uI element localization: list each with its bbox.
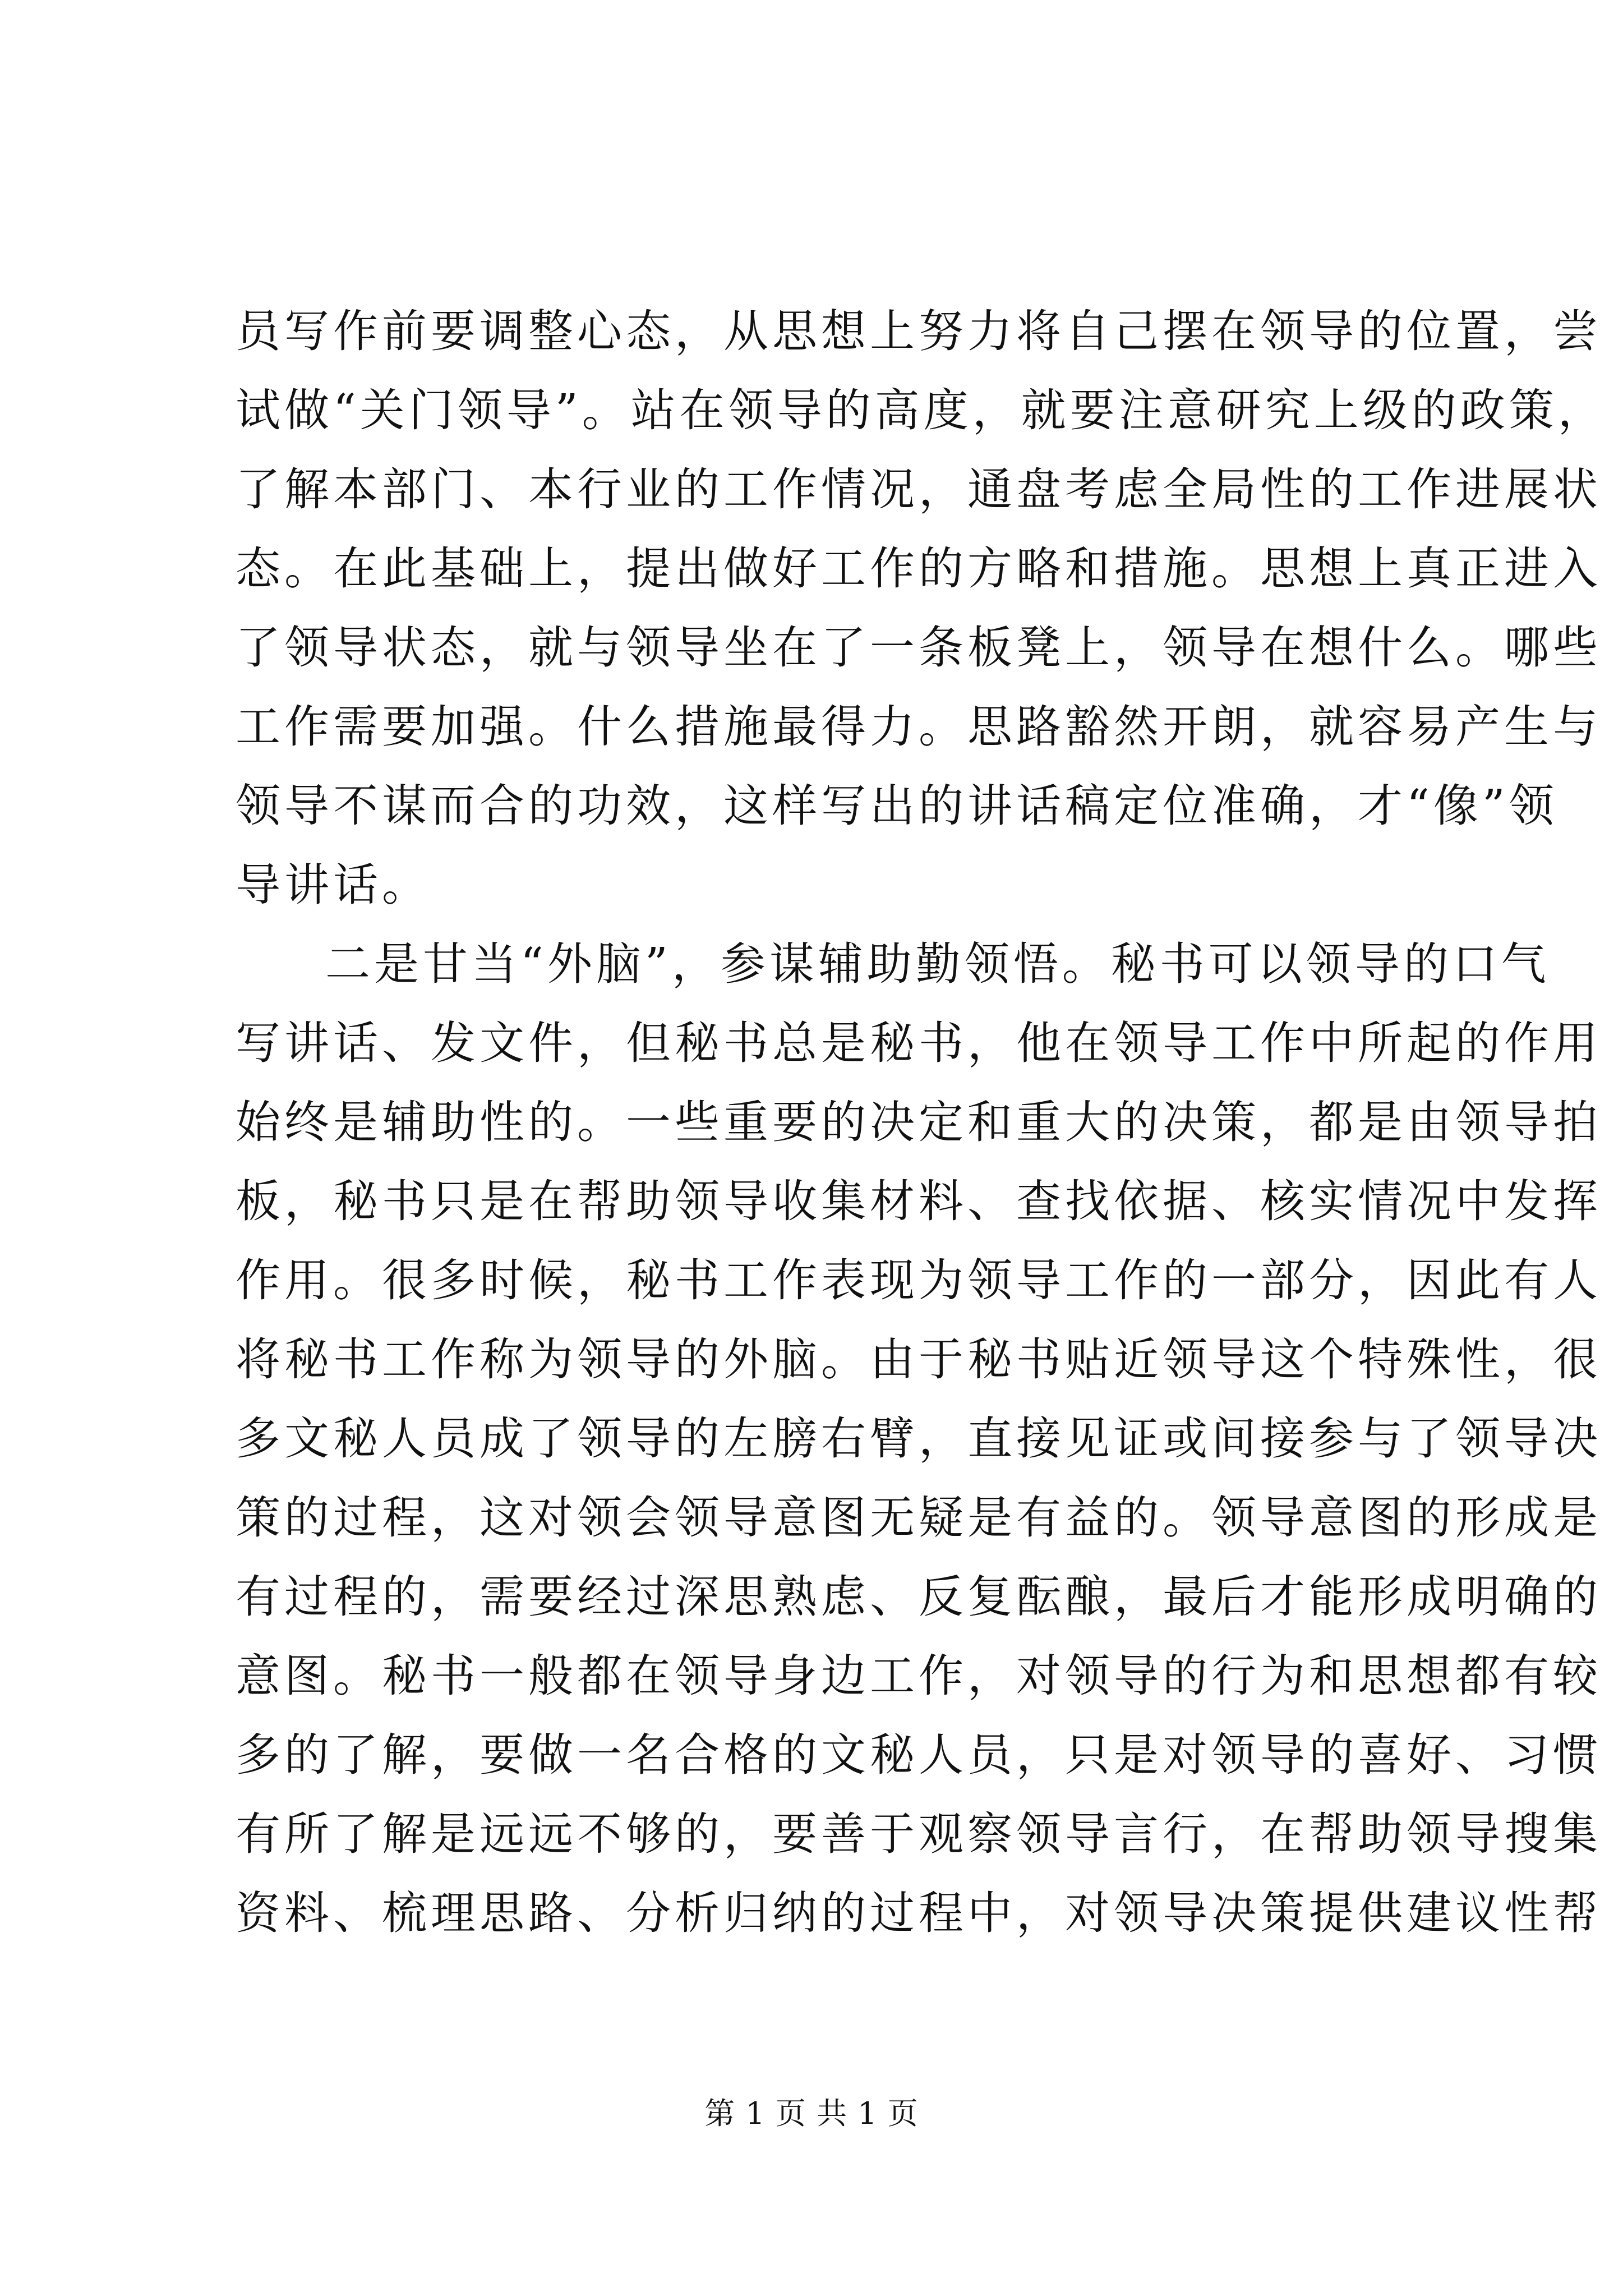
- text-line: 了领导状态，就与领导坐在了一条板凳上，领导在想什么。哪些: [236, 622, 1602, 674]
- text-line: 工作需要加强。什么措施最得力。思路豁然开朗，就容易产生与: [236, 701, 1602, 753]
- document-body: [236, 292, 1607, 1953]
- text-line: 多文秘人员成了领导的左膀右臂，直接见证或间接参与了领导决: [236, 1412, 1602, 1465]
- text-line: 板，秘书只是在帮助领导收集材料、查找依据、核实情况中发挥: [236, 1175, 1602, 1227]
- text-line: 写讲话、发文件，但秘书总是秘书，他在领导工作中所起的作用: [236, 1017, 1602, 1069]
- paragraph-start-line: 二是甘当“外脑”，参谋辅助勤领悟。秘书可以领导的口气: [325, 938, 1550, 990]
- page-footer: 第 1 页 共 1 页: [704, 2096, 919, 2131]
- text-line: 资料、梳理思路、分析归纳的过程中，对领导决策提供建议性帮: [236, 1887, 1602, 1939]
- text-line: 策的过程，这对领会领导意图无疑是有益的。领导意图的形成是: [236, 1492, 1602, 1544]
- text-line: 有所了解是远远不够的，要善于观察领导言行，在帮助领导搜集: [236, 1808, 1602, 1860]
- text-line: 试做“关门领导”。站在领导的高度，就要注意研究上级的政策，: [236, 384, 1607, 436]
- text-line: 多的了解，要做一名合格的文秘人员，只是对领导的喜好、习惯: [236, 1729, 1602, 1781]
- text-line: 将秘书工作称为领导的外脑。由于秘书贴近领导这个特殊性，很: [236, 1333, 1602, 1386]
- text-line: 始终是辅助性的。一些重要的决定和重大的决策，都是由领导拍: [236, 1096, 1602, 1148]
- text-line: 作用。很多时候，秘书工作表现为领导工作的一部分，因此有人: [236, 1254, 1602, 1306]
- text-line: 有过程的，需要经过深思熟虑、反复酝酿，最后才能形成明确的: [236, 1571, 1602, 1623]
- text-line: 员写作前要调整心态，从思想上努力将自己摆在领导的位置，尝: [236, 305, 1602, 357]
- text-line: 意图。秘书一般都在领导身边工作，对领导的行为和思想都有较: [236, 1650, 1602, 1702]
- text-line: 领导不谋而合的功效，这样写出的讲话稿定位准确，才“像”领: [236, 780, 1558, 832]
- text-line: 了解本部门、本行业的工作情况，通盘考虑全局性的工作进展状: [236, 463, 1602, 516]
- text-line: 态。在此基础上，提出做好工作的方略和措施。思想上真正进入: [236, 542, 1602, 595]
- text-line: 导讲话。: [236, 859, 431, 911]
